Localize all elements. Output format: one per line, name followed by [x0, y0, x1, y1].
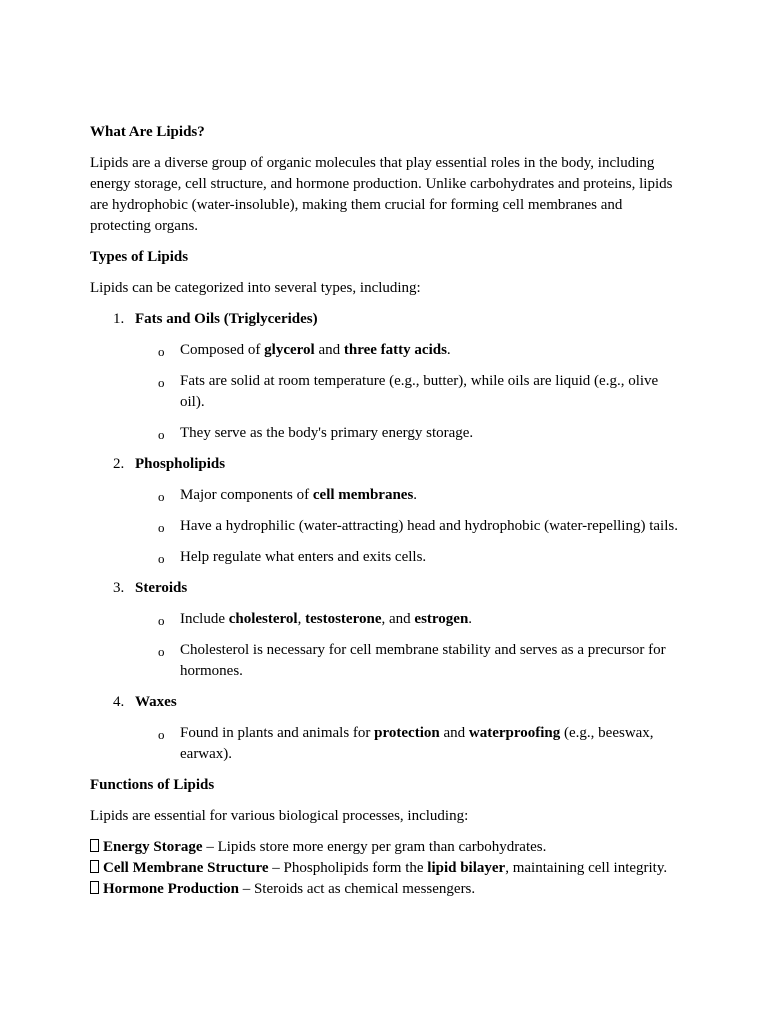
- heading-what-are-lipids: What Are Lipids?: [90, 124, 205, 140]
- bold-term: cholesterol: [228, 611, 298, 627]
- text-run: Include: [180, 611, 229, 627]
- text-run: Fats are solid at room temperature (e.g., butter), while oils are liquid (e.g., olive oil).: [180, 373, 659, 410]
- sub-list-item: [90, 609, 682, 630]
- text-run: – Lipids store more energy per gram than carbohydrates.: [202, 839, 547, 855]
- bold-term: Energy Storage: [103, 839, 203, 855]
- bullet-marker: o: [158, 375, 165, 390]
- text-run: (e.g., beeswax, earwax).: [180, 725, 654, 762]
- text-run: Major components of: [180, 487, 313, 503]
- bullet-marker: o: [158, 489, 165, 504]
- list-number: 3.: [113, 580, 125, 596]
- text-run: – Steroids act as chemical messengers.: [238, 881, 476, 897]
- list-item-title: [90, 309, 682, 330]
- text-run: and: [314, 342, 344, 358]
- missing-glyph-icon: [90, 881, 99, 894]
- sub-list-item: [90, 547, 682, 568]
- bullet-marker: o: [158, 551, 165, 566]
- intro-paragraph: Lipids are a diverse group of organic molecules that play essential roles in the body, including energy storage, cell structure, and hormone production. Unlike carbohydrates and proteins, lipids are hydrophobic (water-insoluble), making them crucial for forming cell membranes and protecting organs.: [90, 155, 673, 234]
- bold-term: Hormone Production: [103, 881, 239, 897]
- text-run: .: [446, 342, 451, 358]
- list-item-title-text: Steroids: [135, 580, 188, 596]
- function-item: [90, 837, 682, 858]
- heading-functions-of-lipids: Functions of Lipids: [90, 777, 215, 793]
- types-intro-paragraph: Lipids can be categorized into several types, including:: [90, 280, 421, 296]
- text-run: .: [468, 611, 473, 627]
- bold-term: waterproofing: [468, 725, 561, 741]
- heading-types-of-lipids: Types of Lipids: [90, 249, 189, 265]
- text-run: Cholesterol is necessary for cell membrane stability and serves as a precursor for hormones.: [180, 642, 666, 679]
- missing-glyph-icon: [90, 839, 99, 852]
- bullet-marker: o: [158, 427, 165, 442]
- bullet-marker: o: [158, 644, 165, 659]
- lipid-types-list: [90, 309, 682, 765]
- text-run: Found in plants and animals for: [180, 725, 375, 741]
- text-run: Help regulate what enters and exits cells.: [180, 549, 427, 565]
- missing-glyph-icon: [90, 860, 99, 873]
- bold-term: testosterone: [305, 611, 382, 627]
- bold-term: Cell Membrane Structure: [103, 860, 269, 876]
- bullet-marker: o: [158, 520, 165, 535]
- text-run: Have a hydrophilic (water-attracting) head and hydrophobic (water-repelling) tails.: [180, 518, 678, 534]
- list-number: 2.: [113, 456, 125, 472]
- list-item: [90, 692, 682, 765]
- text-run: and: [439, 725, 469, 741]
- bold-term: protection: [374, 725, 440, 741]
- bold-term: lipid bilayer: [427, 860, 506, 876]
- sub-list: [90, 340, 682, 444]
- list-item-title: [90, 692, 682, 713]
- list-item-title-text: Phospholipids: [135, 456, 226, 472]
- sub-list: [90, 485, 682, 568]
- text-run: – Phospholipids form the: [268, 860, 428, 876]
- list-number: 4.: [113, 694, 125, 710]
- functions-intro-paragraph: Lipids are essential for various biological processes, including:: [90, 808, 469, 824]
- bold-term: cell membranes: [312, 487, 414, 503]
- sub-list-item: [90, 516, 682, 537]
- bold-term: glycerol: [264, 342, 315, 358]
- bold-term: estrogen: [414, 611, 469, 627]
- text-run: .: [413, 487, 418, 503]
- sub-list-item: [90, 485, 682, 506]
- text-run: , maintaining cell integrity.: [505, 860, 668, 876]
- function-item: [90, 858, 682, 879]
- list-item-title: [90, 578, 682, 599]
- sub-list-item: [90, 640, 682, 682]
- sub-list-item: [90, 371, 682, 413]
- sub-list-item: [90, 423, 682, 444]
- list-item-title-text: Fats and Oils (Triglycerides): [135, 311, 318, 327]
- bullet-marker: o: [158, 727, 165, 742]
- functions-list: [90, 837, 682, 900]
- sub-list: [90, 723, 682, 765]
- text-run: ,: [297, 611, 306, 627]
- text-run: , and: [381, 611, 415, 627]
- list-item: [90, 309, 682, 444]
- list-number: 1.: [113, 311, 125, 327]
- document-body: [90, 122, 682, 900]
- text-run: Composed of: [180, 342, 265, 358]
- list-item: [90, 578, 682, 682]
- bullet-marker: o: [158, 344, 165, 359]
- sub-list-item: [90, 340, 682, 361]
- list-item-title-text: Waxes: [135, 694, 177, 710]
- function-item: [90, 879, 682, 900]
- bullet-marker: o: [158, 613, 165, 628]
- text-run: They serve as the body's primary energy storage.: [180, 425, 474, 441]
- list-item: [90, 454, 682, 568]
- list-item-title: [90, 454, 682, 475]
- sub-list-item: [90, 723, 682, 765]
- bold-term: three fatty acids: [343, 342, 447, 358]
- sub-list: [90, 609, 682, 682]
